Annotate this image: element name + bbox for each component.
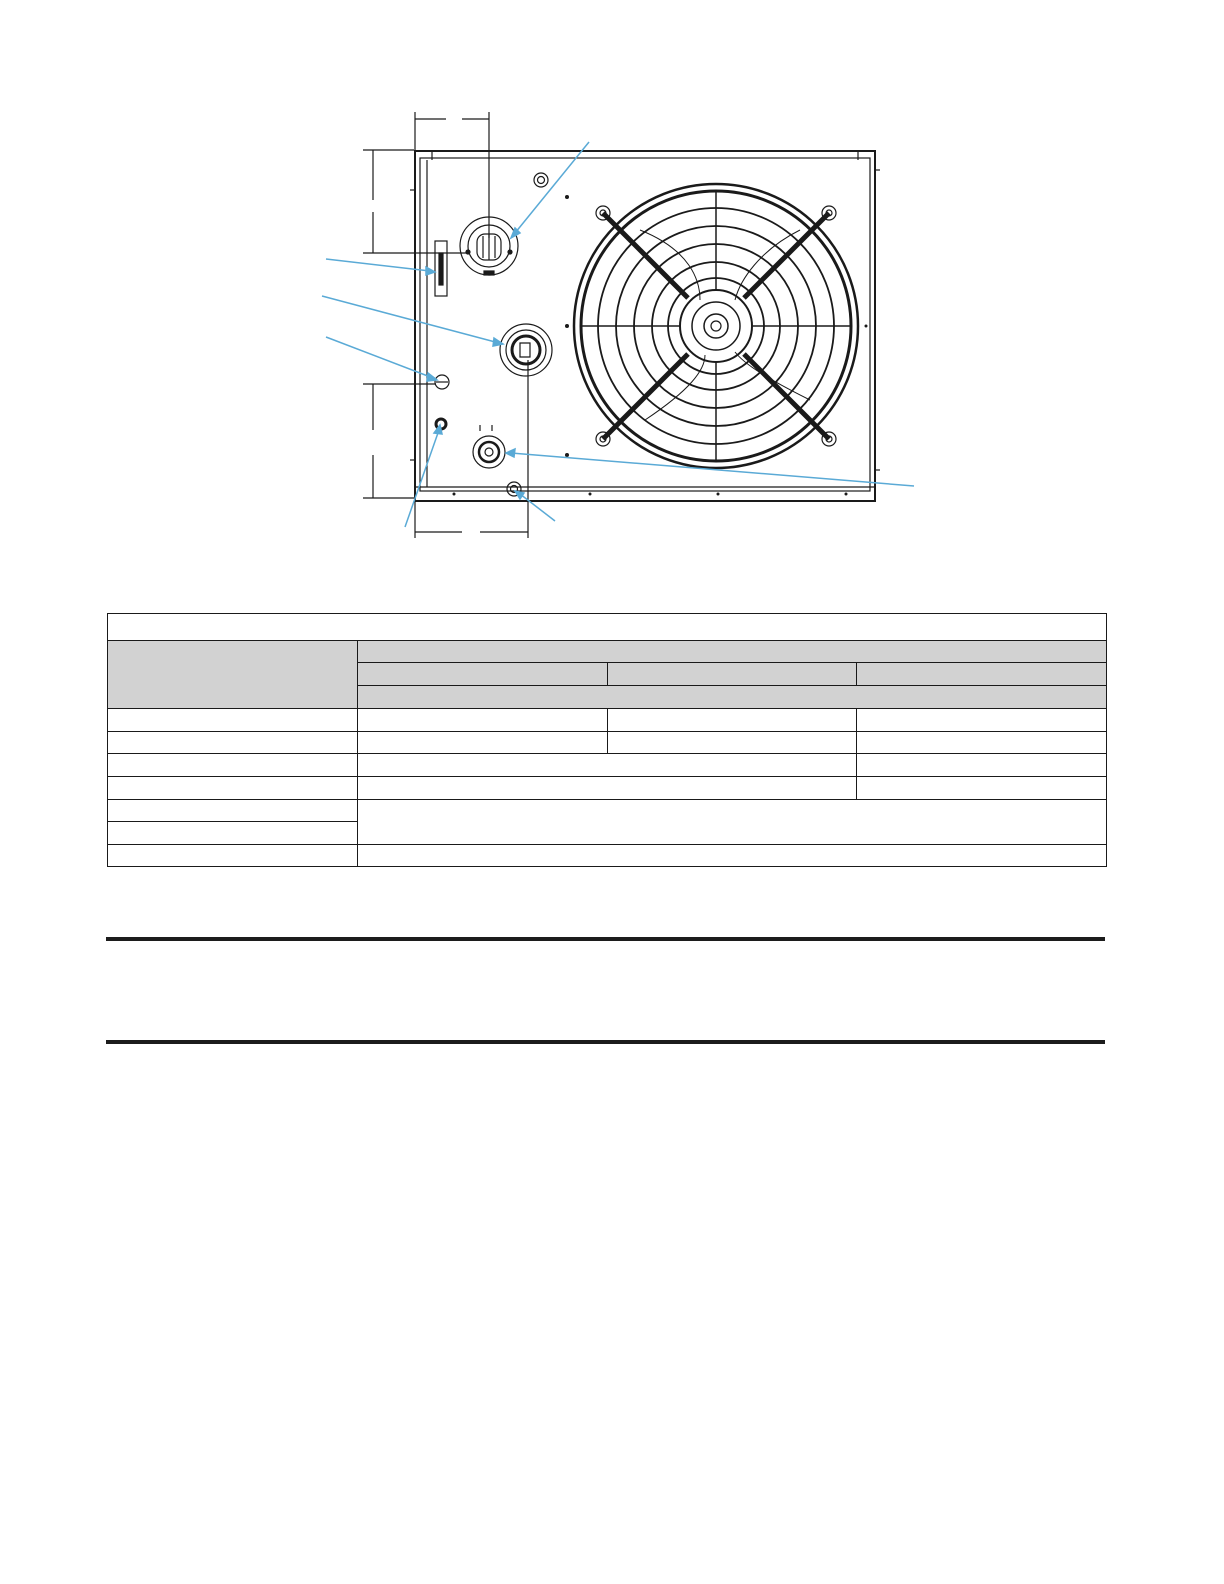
table-group-header [358,641,1107,663]
table-cell [857,754,1107,777]
table-cell [358,845,1107,867]
table-cell [358,754,857,777]
table-cell [608,709,857,732]
table-row [108,845,1107,867]
table-column-header [857,663,1107,686]
fan-guard [574,184,858,468]
top-fitting [534,173,548,187]
table-cell [358,732,608,754]
terminal-strip [435,241,447,296]
table-row [108,732,1107,754]
table-row [108,777,1107,800]
table-subheader [358,686,1107,709]
table-cell [857,732,1107,754]
notice-text [106,950,1105,1030]
table-cell [608,732,857,754]
table-row [108,800,1107,822]
callout-leader-bottom-mid [520,494,555,521]
table-cell [358,709,608,732]
power-knockout [500,324,552,376]
notice-top-rule [106,937,1105,941]
row-label [108,822,358,845]
row-label [108,732,358,754]
table-header-left [108,641,358,709]
rear-view-drawing [0,0,1224,600]
dimension-lines [363,112,528,538]
callout-leader-top [515,142,589,233]
notice-bottom-rule [106,1040,1105,1044]
table-cell [857,777,1107,800]
row-label [108,754,358,777]
callout-leader-left-2 [322,296,499,343]
table-cell [358,777,857,800]
row-label [108,709,358,732]
table-cell [358,800,1107,845]
suction-fitting [473,425,505,468]
row-label [108,777,358,800]
callout-leader-left-3 [326,337,433,378]
small-port [435,375,449,389]
row-label [108,845,358,867]
specifications-table [107,613,1107,867]
table-row [108,754,1107,777]
table-cell [857,709,1107,732]
callout-leader-right [511,453,914,486]
table-title [108,614,1107,641]
callout-leader-bottom-left [405,430,439,527]
table-row [108,709,1107,732]
row-label [108,800,358,822]
table-column-header [358,663,608,686]
table-column-header [608,663,857,686]
